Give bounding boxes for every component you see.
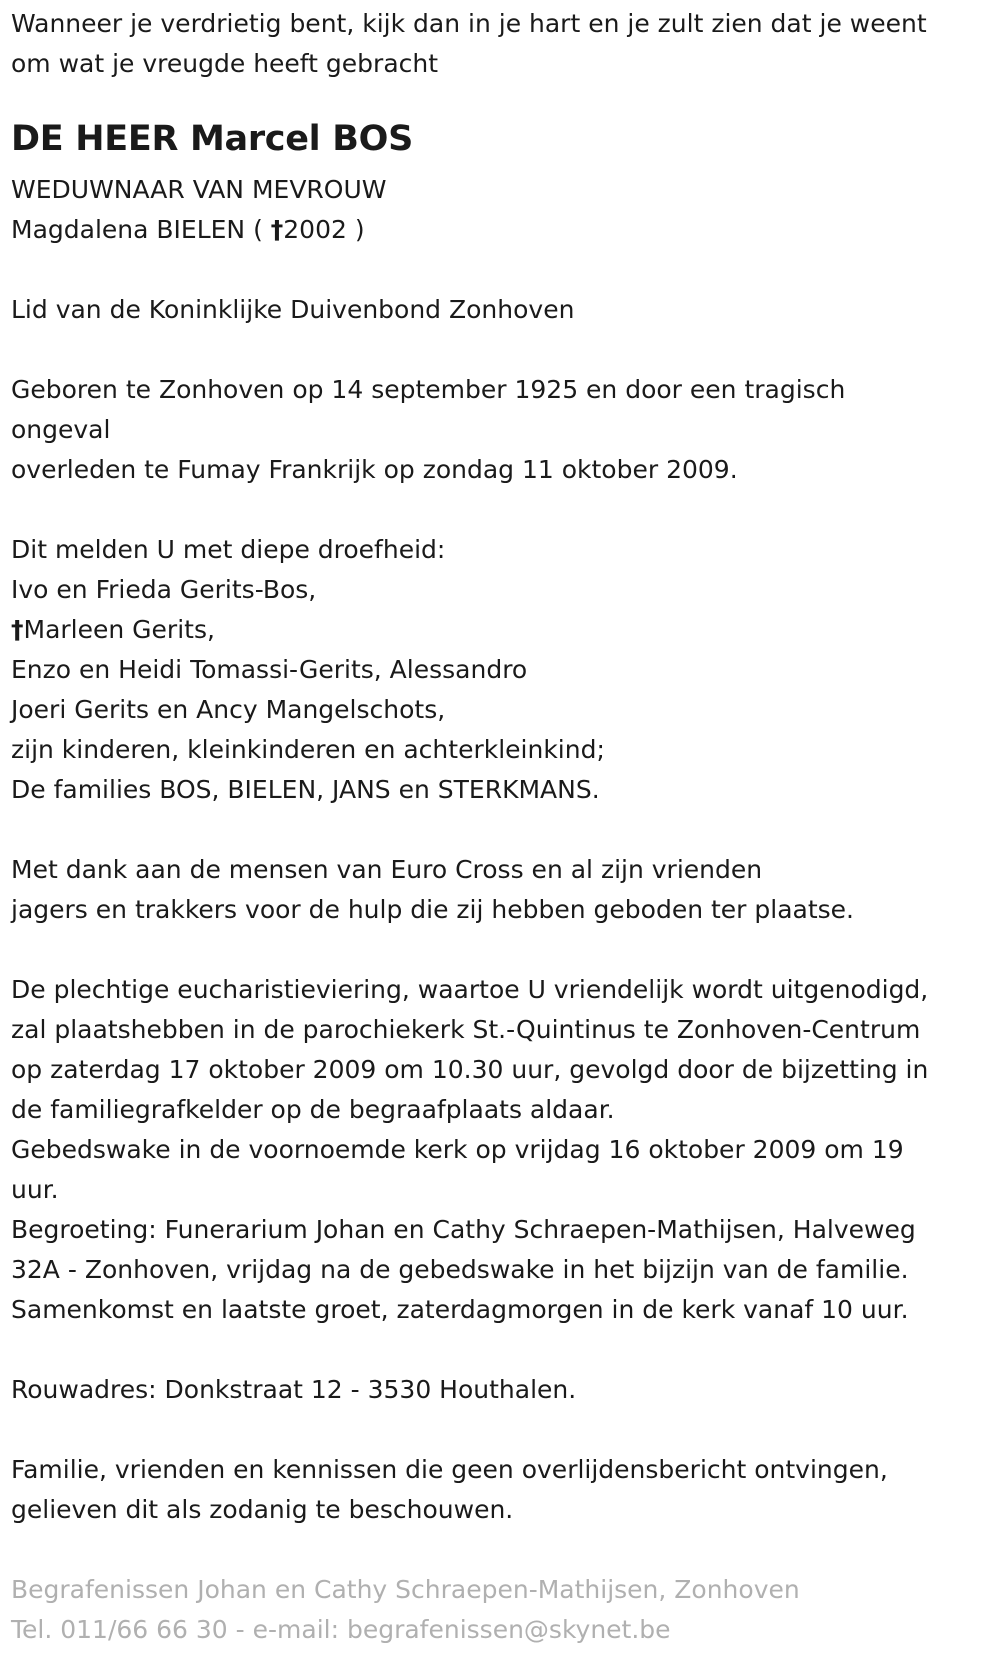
thanks-line-2: jagers en trakkers voor de hulp die zij hebben geboden ter plaatse.	[11, 895, 855, 924]
announcer-line-1: Ivo en Frieda Gerits-Bos,	[11, 575, 317, 604]
spacer	[11, 1530, 990, 1570]
ceremony-line-1: De plechtige eucharistieviering, waartoe U vriendelijk wordt uitgenodigd,	[11, 975, 929, 1004]
ceremony-line-2: zal plaatshebben in de parochiekerk St.-Quintinus te Zonhoven-Centrum	[11, 1015, 921, 1044]
vigil-line-1: Gebedswake in de voornoemde kerk op vrijdag 16 oktober 2009 om 19	[11, 1135, 904, 1164]
greeting-line-2: 32A - Zonhoven, vrijdag na de gebedswake in het bijzijn van de familie.	[11, 1255, 909, 1284]
ceremony-line-3: op zaterdag 17 oktober 2009 om 10.30 uur, gevolgd door de bijzetting in	[11, 1055, 929, 1084]
spacer	[11, 250, 990, 290]
announcer-line-6: De families BOS, BIELEN, JANS en STERKMANS.	[11, 775, 600, 804]
spacer	[11, 930, 990, 970]
greeting-line-1: Begroeting: Funerarium Johan en Cathy Schraepen-Mathijsen, Halveweg	[11, 1215, 916, 1244]
announcer-deceased-name: Marleen Gerits,	[23, 615, 215, 644]
spouse-name: Magdalena BIELEN (	[11, 215, 271, 244]
motto-line-1: Wanneer je verdrietig bent, kijk dan in je hart en je zult zien dat je weent	[11, 9, 927, 38]
notice-line-1: Familie, vrienden en kennissen die geen overlijdensbericht ontvingen,	[11, 1455, 888, 1484]
spacer	[11, 1410, 990, 1450]
vigil-line-2: uur.	[11, 1175, 59, 1204]
spacer	[11, 810, 990, 850]
thanks-line-1: Met dank aan de mensen van Euro Cross en al zijn vrienden	[11, 855, 763, 884]
announcer-line-5: zijn kinderen, kleinkinderen en achterkleinkind;	[11, 735, 605, 764]
birth-line-1: Geboren te Zonhoven op 14 september 1925 en door een tragisch	[11, 375, 846, 404]
announcer-line-2	[11, 610, 990, 650]
widower-status: WEDUWNAAR VAN MEVROUW	[11, 175, 387, 204]
funeral-home-name: Begrafenissen Johan en Cathy Schraepen-Mathijsen, Zonhoven	[11, 1575, 800, 1604]
motto-line-2: om wat je vreugde heeft gebracht	[11, 49, 439, 78]
death-line: overleden te Fumay Frankrijk op zondag 11 oktober 2009.	[11, 455, 738, 484]
cross-icon: †	[11, 615, 24, 644]
funeral-home-contact: Tel. 011/66 66 30 - e-mail: begrafenissen@skynet.be	[11, 1615, 671, 1644]
spacer	[11, 490, 990, 530]
announcer-line-3: Enzo en Heidi Tomassi-Gerits, Alessandro	[11, 655, 528, 684]
birth-line-2: ongeval	[11, 415, 111, 444]
ceremony-line-4: de familiegrafkelder op de begraafplaats aldaar.	[11, 1095, 615, 1124]
spacer	[11, 1330, 990, 1370]
notice-line-2: gelieven dit als zodanig te beschouwen.	[11, 1495, 514, 1524]
announcers-intro: Dit melden U met diepe droefheid:	[11, 535, 446, 564]
spouse-line	[11, 210, 990, 250]
spacer	[11, 330, 990, 370]
spouse-death-year: 2002 )	[283, 215, 365, 244]
announcer-line-4: Joeri Gerits en Ancy Mangelschots,	[11, 695, 446, 724]
deceased-name: DE HEER Marcel BOS	[11, 119, 414, 159]
cross-icon: †	[270, 215, 284, 244]
farewell-line: Samenkomst en laatste groet, zaterdagmorgen in de kerk vanaf 10 uur.	[11, 1295, 909, 1324]
mourning-address: Rouwadres: Donkstraat 12 - 3530 Houthalen.	[11, 1375, 577, 1404]
membership: Lid van de Koninklijke Duivenbond Zonhoven	[11, 295, 575, 324]
